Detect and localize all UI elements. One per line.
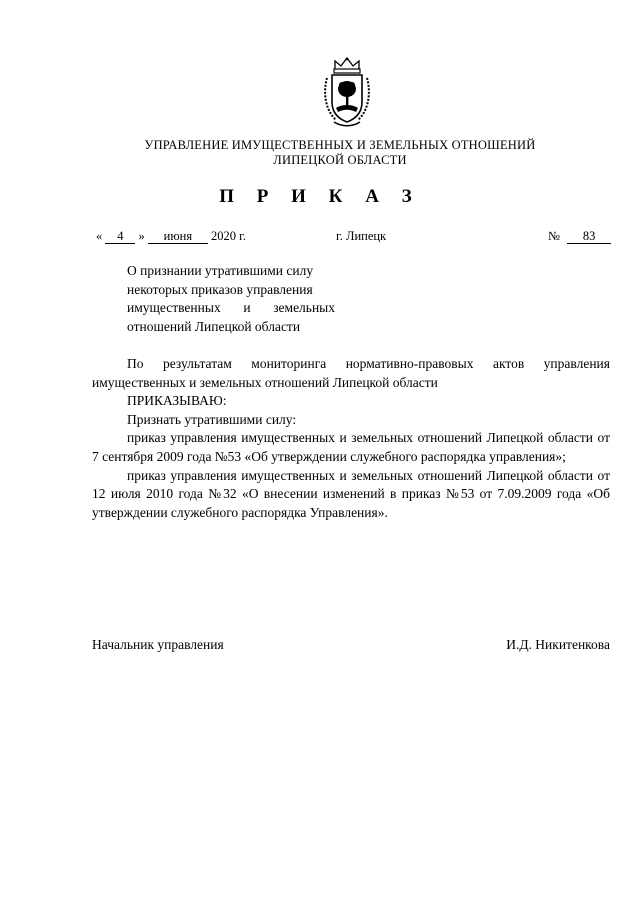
- signatory-position: Начальник управления: [92, 637, 224, 652]
- order-month: июня: [148, 229, 208, 244]
- order-subject: [127, 262, 335, 336]
- order-year: 2020 г.: [211, 229, 246, 243]
- repealed-order-1: приказ управления имущественных и земельных отношений Липецкой области от 7 сентября 2009 года №53 «Об утверждении служебного распорядка управления»;: [92, 430, 610, 464]
- quote-open: «: [96, 229, 103, 243]
- order-number-value: 83: [567, 229, 611, 244]
- order-number: [548, 228, 611, 244]
- order-date: [96, 228, 246, 244]
- preamble-paragraph: По результатам мониторинга нормативно-правовых актов управления имущественных и земельных отношений Липецкой области: [92, 356, 610, 390]
- order-body: [92, 355, 610, 522]
- quote-close: »: [138, 229, 145, 243]
- subject-line-1: О признании утратившими силу: [127, 263, 314, 278]
- order-city: г. Липецк: [336, 229, 387, 243]
- repeal-intro: Признать утратившими силу:: [127, 411, 297, 427]
- coat-of-arms-icon: [322, 56, 372, 128]
- organization-name: [100, 138, 580, 168]
- order-number-label: №: [548, 229, 560, 243]
- repealed-order-2: приказ управления имущественных и земельных отношений Липецкой области от 12 июля 2010 года №32 «О внесении изменений в приказ №53 от 7.09.2009 года «Об утверждении служебного распорядка Управления».: [92, 467, 610, 520]
- org-name-line-1: УПРАВЛЕНИЕ ИМУЩЕСТВЕННЫХ И ЗЕМЕЛЬНЫХ ОТНОШЕНИЙ: [144, 138, 536, 152]
- subject-line-4: отношений Липецкой области: [127, 318, 301, 334]
- subject-line-3: имущественных и земельных: [127, 300, 335, 316]
- subject-line-2: некоторых приказов управления: [127, 281, 313, 297]
- org-name-line-2: ЛИПЕЦКОЙ ОБЛАСТИ: [273, 153, 407, 167]
- order-day: 4: [105, 229, 135, 244]
- document-title: П Р И К А З: [219, 186, 421, 207]
- signatory-name: И.Д. Никитенкова: [506, 637, 610, 652]
- order-directive: ПРИКАЗЫВАЮ:: [127, 393, 227, 409]
